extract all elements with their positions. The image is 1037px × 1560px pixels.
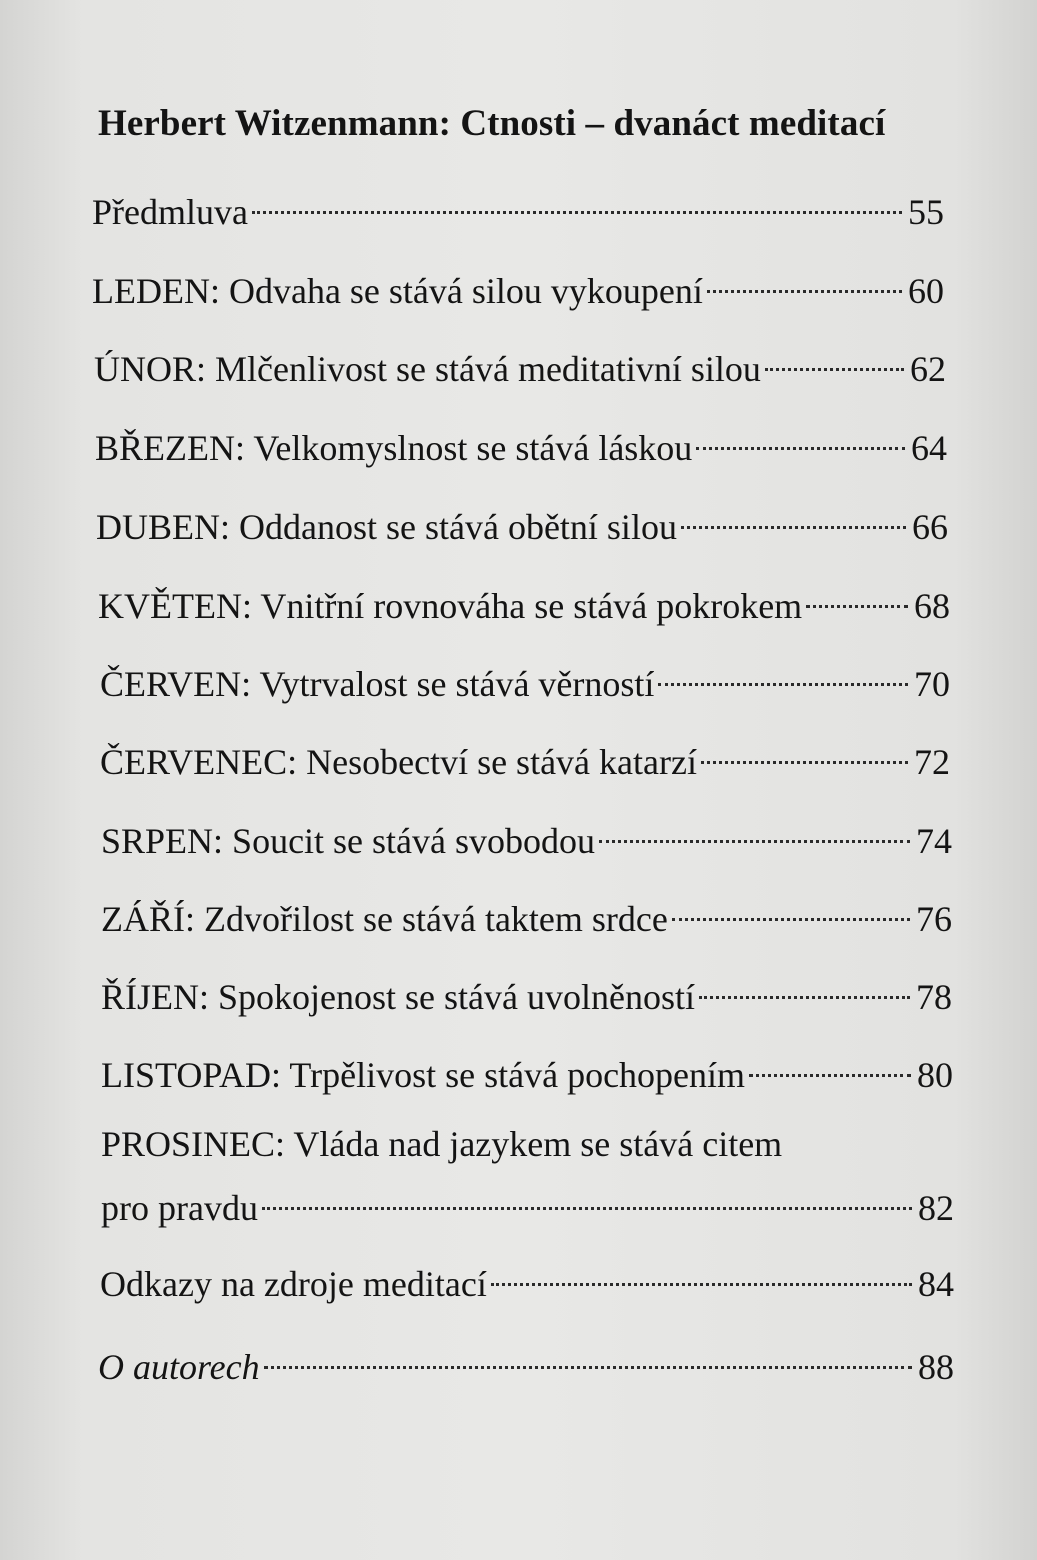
- toc-dot-leader: [658, 656, 908, 696]
- toc-entry-label: ZÁŘÍ: Zdvořilost se stává taktem srdce: [101, 899, 668, 939]
- toc-page-number: 74: [916, 821, 952, 861]
- toc-entry-label: LEDEN: Odvaha se stává silou vykoupení: [92, 271, 703, 311]
- toc-page-number: 82: [918, 1188, 954, 1228]
- toc-entry-label: Odkazy na zdroje meditací: [100, 1264, 487, 1304]
- toc-page-number: 55: [908, 192, 944, 232]
- toc-page-number: 68: [914, 586, 950, 626]
- toc-entry-label-line2: pro pravdu: [101, 1188, 258, 1228]
- toc-dot-leader: [491, 1256, 912, 1296]
- toc-dot-leader: [252, 184, 902, 224]
- toc-entry-prosinec: [101, 1124, 954, 1228]
- toc-page-number: 70: [914, 664, 950, 704]
- toc-entry-leden: [92, 263, 944, 311]
- toc-entry-rijen: [101, 969, 952, 1017]
- toc-dot-leader: [264, 1339, 912, 1379]
- toc-page-number: 88: [918, 1347, 954, 1387]
- toc-entry-second-row: [101, 1180, 954, 1228]
- toc-entry-label: ŘÍJEN: Spokojenost se stává uvolněností: [101, 977, 695, 1017]
- toc-dot-leader: [765, 341, 904, 381]
- toc-page-number: 64: [911, 428, 947, 468]
- toc-entry-label: ČERVEN: Vytrvalost se stává věrností: [100, 664, 655, 704]
- toc-dot-leader: [707, 263, 902, 303]
- toc-dot-leader: [672, 891, 910, 931]
- toc-page-number: 60: [908, 271, 944, 311]
- toc-page-number: 66: [912, 507, 948, 547]
- toc-page-number: 76: [916, 899, 952, 939]
- toc-dot-leader: [806, 578, 908, 618]
- toc-page-number: 80: [917, 1055, 953, 1095]
- toc-page-number: 72: [914, 742, 950, 782]
- toc-entry-cervenec: [100, 734, 950, 782]
- toc-dot-leader: [749, 1047, 911, 1087]
- toc-entry-predmluva: [92, 184, 944, 232]
- toc-dot-leader: [696, 420, 905, 460]
- toc-entry-label: Předmluva: [92, 192, 248, 232]
- toc-entry-label: DUBEN: Oddanost se stává obětní silou: [96, 507, 677, 547]
- toc-entry-odkazy: [100, 1256, 954, 1304]
- toc-dot-leader: [699, 969, 910, 1009]
- toc-entry-unor: [94, 341, 946, 389]
- toc-entry-kveten: [98, 578, 950, 626]
- toc-dot-leader: [701, 734, 908, 774]
- toc-dot-leader: [262, 1180, 912, 1220]
- toc-page-number: 78: [916, 977, 952, 1017]
- toc-entry-o-autorech: [98, 1339, 954, 1387]
- toc-entry-label: BŘEZEN: Velkomyslnost se stává láskou: [95, 428, 693, 468]
- page-title: Herbert Witzenmann: Ctnosti – dvanáct meditací: [98, 103, 886, 144]
- toc-dot-leader: [599, 813, 910, 853]
- toc-entry-brezen: [95, 420, 947, 468]
- toc-entry-zari: [101, 891, 952, 939]
- toc-entry-srpen: [101, 813, 952, 861]
- toc-entry-label: O autorech: [98, 1347, 260, 1387]
- toc-page-number: 62: [910, 349, 946, 389]
- toc-entry-label: ČERVENEC: Nesobectví se stává katarzí: [100, 742, 697, 782]
- toc-entry-label: ÚNOR: Mlčenlivost se stává meditativní silou: [94, 349, 761, 389]
- toc-entry-listopad: [101, 1047, 953, 1095]
- toc-entry-label: KVĚTEN: Vnitřní rovnováha se stává pokrokem: [98, 586, 803, 626]
- toc-entry-duben: [96, 499, 948, 547]
- toc-dot-leader: [681, 499, 906, 539]
- toc-entry-label: LISTOPAD: Trpělivost se stává pochopením: [101, 1055, 746, 1095]
- toc-page-number: 84: [918, 1264, 954, 1304]
- toc-entry-cerven: [100, 656, 950, 704]
- toc-entry-label: SRPEN: Soucit se stává svobodou: [101, 821, 596, 861]
- toc-entry-label-line1: PROSINEC: Vláda nad jazykem se stává citem: [101, 1124, 783, 1164]
